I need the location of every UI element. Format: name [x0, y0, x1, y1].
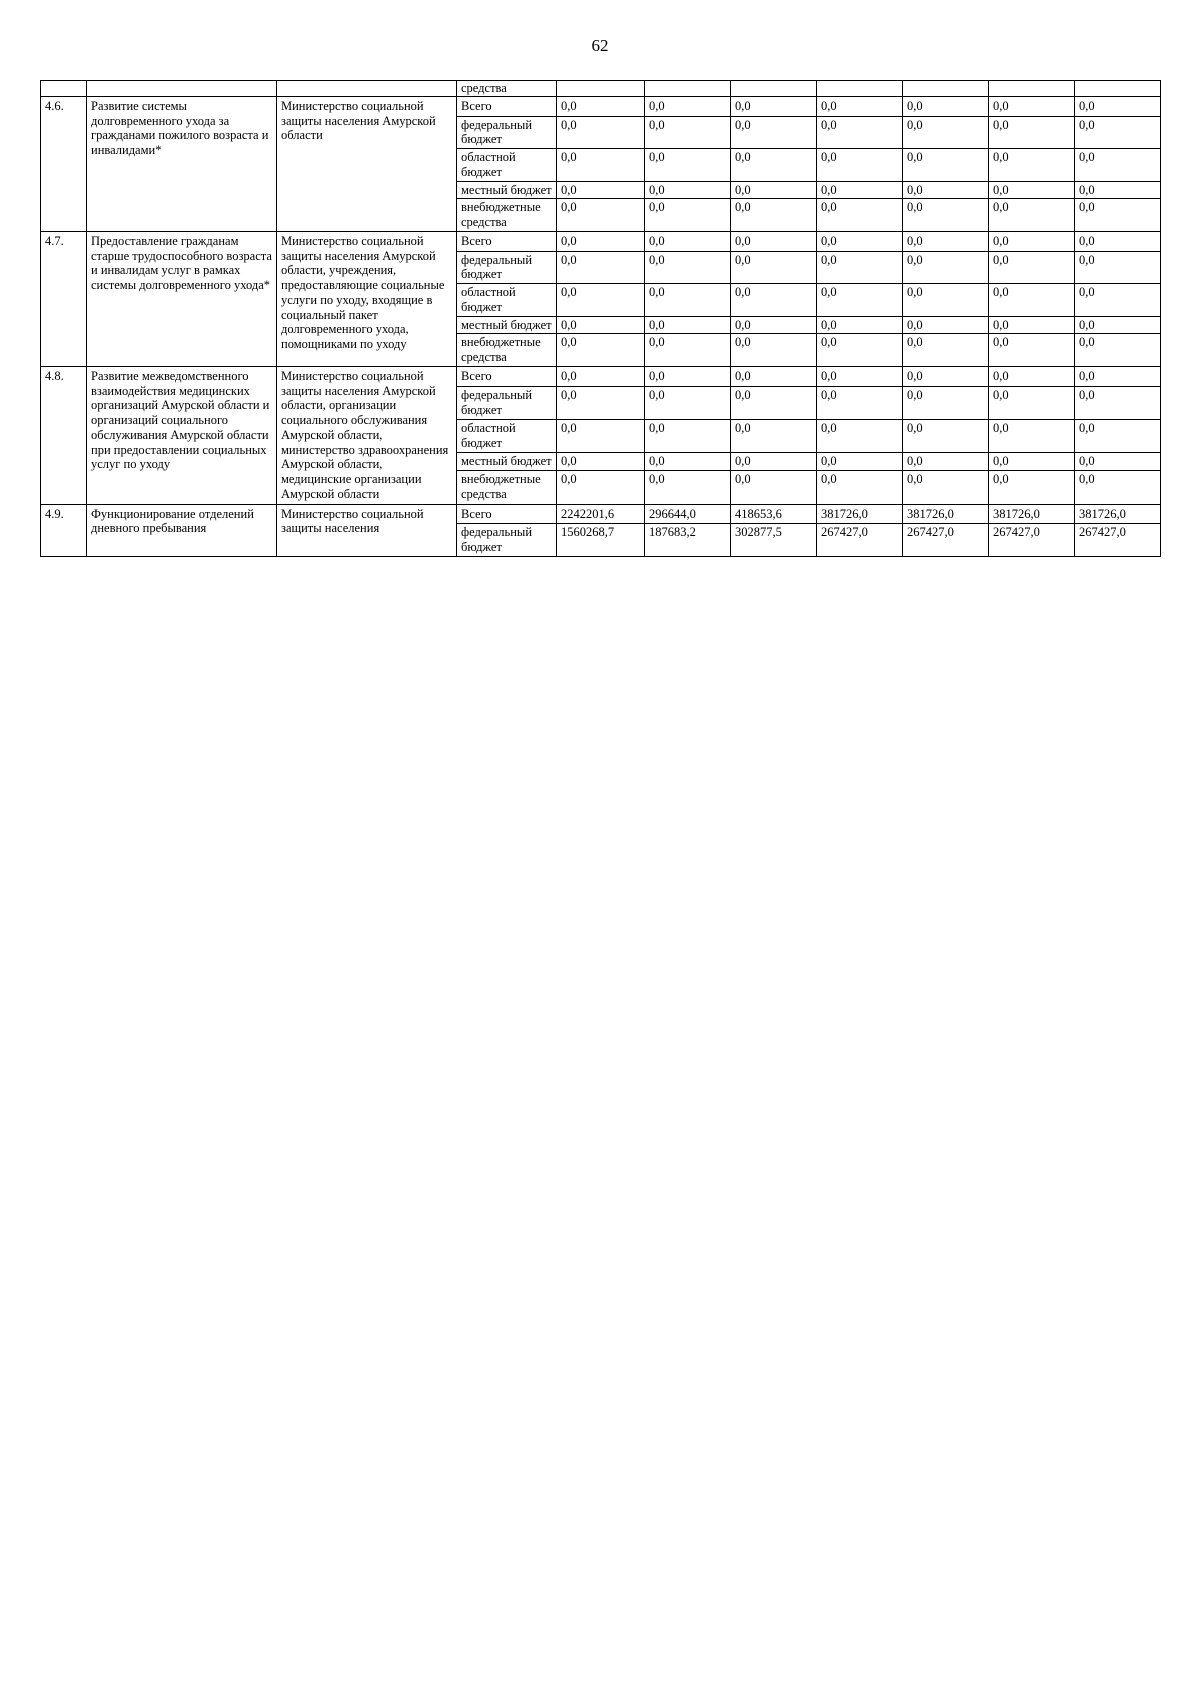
empty-cell [645, 81, 731, 97]
amount-cell: 0,0 [989, 199, 1075, 232]
amount-cell: 0,0 [1075, 471, 1161, 504]
amount-cell: 0,0 [645, 386, 731, 419]
amount-cell: 0,0 [903, 96, 989, 116]
amount-cell: 0,0 [1075, 316, 1161, 334]
amount-cell: 0,0 [1075, 334, 1161, 367]
amount-cell: 0,0 [1075, 149, 1161, 182]
empty-cell [731, 81, 817, 97]
amount-cell: 0,0 [645, 284, 731, 317]
amount-cell: 0,0 [731, 96, 817, 116]
amount-cell: 0,0 [817, 471, 903, 504]
carry-over-source: средства [457, 81, 557, 97]
empty-cell [903, 81, 989, 97]
amount-cell: 0,0 [645, 149, 731, 182]
amount-cell: 0,0 [557, 96, 645, 116]
amount-cell: 0,0 [1075, 116, 1161, 149]
funding-source: областной бюджет [457, 149, 557, 182]
amount-cell: 0,0 [1075, 366, 1161, 386]
empty-cell [87, 81, 277, 97]
amount-cell: 0,0 [645, 420, 731, 453]
amount-cell: 0,0 [731, 181, 817, 199]
amount-cell: 267427,0 [903, 524, 989, 557]
amount-cell: 0,0 [645, 334, 731, 367]
table-row [41, 96, 1161, 116]
activity-name: Предоставление гражданам старше трудоспособного возраста и инвалидам услуг в рамках системы долговременного ухода* [87, 231, 277, 366]
amount-cell: 0,0 [903, 453, 989, 471]
amount-cell: 0,0 [817, 231, 903, 251]
amount-cell: 0,0 [557, 471, 645, 504]
amount-cell: 302877,5 [731, 524, 817, 557]
budget-table [40, 80, 1161, 557]
amount-cell: 0,0 [989, 316, 1075, 334]
amount-cell: 187683,2 [645, 524, 731, 557]
amount-cell: 0,0 [989, 231, 1075, 251]
amount-cell: 0,0 [731, 199, 817, 232]
funding-source: Всего [457, 96, 557, 116]
amount-cell: 0,0 [903, 116, 989, 149]
amount-cell: 0,0 [817, 251, 903, 284]
amount-cell: 0,0 [557, 316, 645, 334]
amount-cell: 0,0 [903, 181, 989, 199]
funding-source: федеральный бюджет [457, 386, 557, 419]
amount-cell: 0,0 [557, 334, 645, 367]
amount-cell: 381726,0 [903, 504, 989, 524]
amount-cell: 0,0 [731, 453, 817, 471]
amount-cell: 0,0 [903, 284, 989, 317]
amount-cell: 0,0 [1075, 199, 1161, 232]
item-number: 4.9. [41, 504, 87, 556]
empty-cell [989, 81, 1075, 97]
amount-cell: 0,0 [989, 366, 1075, 386]
amount-cell: 0,0 [817, 334, 903, 367]
page-number: 62 [591, 36, 609, 55]
funding-source: областной бюджет [457, 284, 557, 317]
amount-cell: 0,0 [731, 231, 817, 251]
empty-cell [817, 81, 903, 97]
amount-cell: 418653,6 [731, 504, 817, 524]
amount-cell: 0,0 [903, 420, 989, 453]
amount-cell: 0,0 [817, 96, 903, 116]
amount-cell: 381726,0 [817, 504, 903, 524]
executor: Министерство социальной защиты населения [277, 504, 457, 556]
amount-cell: 0,0 [557, 116, 645, 149]
amount-cell: 0,0 [989, 181, 1075, 199]
funding-source: Всего [457, 231, 557, 251]
amount-cell: 0,0 [645, 199, 731, 232]
activity-name: Развитие системы долговременного ухода за гражданами пожилого возраста и инвалидами* [87, 96, 277, 231]
executor: Министерство социальной защиты населения Амурской области, учреждения, предоставляющие социальные услуги по уходу, входящие в социальный пакет долговременного ухода, помощниками по уходу [277, 231, 457, 366]
amount-cell: 0,0 [731, 116, 817, 149]
amount-cell: 0,0 [731, 334, 817, 367]
table-body [41, 81, 1161, 557]
amount-cell: 1560268,7 [557, 524, 645, 557]
activity-name: Развитие межведомственного взаимодействия медицинских организаций Амурской области и организаций социального обслуживания Амурской области при предоставлении социальных услуг по уходу [87, 366, 277, 504]
funding-source: внебюджетные средства [457, 199, 557, 232]
funding-source: местный бюджет [457, 181, 557, 199]
amount-cell: 0,0 [731, 420, 817, 453]
amount-cell: 0,0 [989, 116, 1075, 149]
amount-cell: 0,0 [817, 116, 903, 149]
amount-cell: 0,0 [645, 116, 731, 149]
amount-cell: 0,0 [817, 149, 903, 182]
amount-cell: 0,0 [1075, 181, 1161, 199]
funding-source: местный бюджет [457, 316, 557, 334]
amount-cell: 0,0 [1075, 96, 1161, 116]
amount-cell: 0,0 [557, 366, 645, 386]
funding-source: федеральный бюджет [457, 116, 557, 149]
amount-cell: 0,0 [557, 284, 645, 317]
amount-cell: 0,0 [817, 453, 903, 471]
funding-source: Всего [457, 366, 557, 386]
amount-cell: 0,0 [903, 366, 989, 386]
amount-cell: 0,0 [731, 316, 817, 334]
amount-cell: 0,0 [989, 284, 1075, 317]
amount-cell: 0,0 [989, 251, 1075, 284]
funding-source: федеральный бюджет [457, 251, 557, 284]
amount-cell: 0,0 [817, 366, 903, 386]
amount-cell: 0,0 [645, 366, 731, 386]
amount-cell: 0,0 [903, 316, 989, 334]
amount-cell: 0,0 [817, 199, 903, 232]
amount-cell: 0,0 [557, 199, 645, 232]
amount-cell: 0,0 [557, 386, 645, 419]
funding-source: местный бюджет [457, 453, 557, 471]
amount-cell: 381726,0 [1075, 504, 1161, 524]
amount-cell: 0,0 [731, 251, 817, 284]
amount-cell: 0,0 [557, 251, 645, 284]
amount-cell: 0,0 [989, 453, 1075, 471]
amount-cell: 0,0 [645, 96, 731, 116]
amount-cell: 0,0 [903, 231, 989, 251]
amount-cell: 0,0 [557, 181, 645, 199]
amount-cell: 0,0 [1075, 420, 1161, 453]
table-row [41, 366, 1161, 386]
executor: Министерство социальной защиты населения Амурской области, организации социального обслуживания Амурской области, министерство здравоохранения Амурской области, медицинские организации Амурской области [277, 366, 457, 504]
amount-cell: 0,0 [989, 149, 1075, 182]
item-number: 4.6. [41, 96, 87, 231]
amount-cell: 0,0 [557, 149, 645, 182]
amount-cell: 0,0 [817, 181, 903, 199]
empty-cell [557, 81, 645, 97]
amount-cell: 0,0 [645, 453, 731, 471]
empty-cell [41, 81, 87, 97]
amount-cell: 0,0 [645, 251, 731, 284]
amount-cell: 0,0 [989, 96, 1075, 116]
carry-over-row [41, 81, 1161, 97]
amount-cell: 0,0 [903, 251, 989, 284]
amount-cell: 0,0 [989, 420, 1075, 453]
amount-cell: 267427,0 [817, 524, 903, 557]
funding-source: федеральный бюджет [457, 524, 557, 557]
amount-cell: 0,0 [817, 386, 903, 419]
amount-cell: 0,0 [731, 284, 817, 317]
amount-cell: 0,0 [731, 366, 817, 386]
amount-cell: 0,0 [731, 386, 817, 419]
amount-cell: 267427,0 [1075, 524, 1161, 557]
amount-cell: 0,0 [731, 471, 817, 504]
activity-name: Функционирование отделений дневного пребывания [87, 504, 277, 556]
item-number: 4.8. [41, 366, 87, 504]
amount-cell: 0,0 [1075, 231, 1161, 251]
amount-cell: 0,0 [557, 231, 645, 251]
amount-cell: 267427,0 [989, 524, 1075, 557]
amount-cell: 0,0 [903, 386, 989, 419]
amount-cell: 0,0 [817, 316, 903, 334]
amount-cell: 0,0 [989, 471, 1075, 504]
empty-cell [1075, 81, 1161, 97]
amount-cell: 0,0 [817, 284, 903, 317]
amount-cell: 0,0 [645, 181, 731, 199]
amount-cell: 381726,0 [989, 504, 1075, 524]
amount-cell: 0,0 [1075, 251, 1161, 284]
amount-cell: 296644,0 [645, 504, 731, 524]
amount-cell: 0,0 [989, 386, 1075, 419]
funding-source: внебюджетные средства [457, 334, 557, 367]
amount-cell: 0,0 [1075, 453, 1161, 471]
amount-cell: 0,0 [903, 149, 989, 182]
funding-source: внебюджетные средства [457, 471, 557, 504]
amount-cell: 0,0 [1075, 386, 1161, 419]
amount-cell: 0,0 [557, 420, 645, 453]
amount-cell: 0,0 [731, 149, 817, 182]
amount-cell: 2242201,6 [557, 504, 645, 524]
amount-cell: 0,0 [645, 231, 731, 251]
amount-cell: 0,0 [645, 316, 731, 334]
amount-cell: 0,0 [557, 453, 645, 471]
amount-cell: 0,0 [645, 471, 731, 504]
amount-cell: 0,0 [903, 334, 989, 367]
amount-cell: 0,0 [903, 199, 989, 232]
amount-cell: 0,0 [1075, 284, 1161, 317]
table-row [41, 504, 1161, 524]
amount-cell: 0,0 [989, 334, 1075, 367]
executor: Министерство социальной защиты населения Амурской области [277, 96, 457, 231]
amount-cell: 0,0 [903, 471, 989, 504]
empty-cell [277, 81, 457, 97]
funding-source: Всего [457, 504, 557, 524]
table-row [41, 231, 1161, 251]
item-number: 4.7. [41, 231, 87, 366]
funding-source: областной бюджет [457, 420, 557, 453]
amount-cell: 0,0 [817, 420, 903, 453]
